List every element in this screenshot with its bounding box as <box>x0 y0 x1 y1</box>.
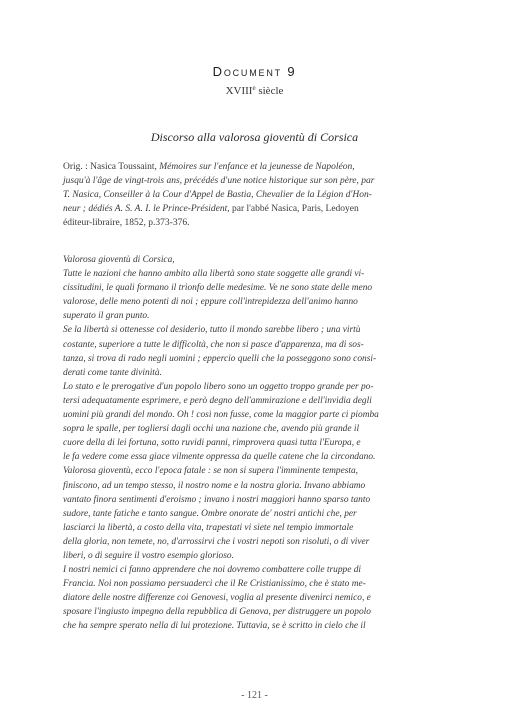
body-line: tanza, si trova di rado negli uomini ; eppercio quelli che la posseggono sono consi- <box>63 353 377 364</box>
source-text-run: T. Nasica, Conseiller à la Cour d'Appel de Bastia, Chevalier de la Légion d'Hon- <box>63 190 372 200</box>
body-line: uomini più grandi del mondo. Oh ! così non fusse, come la maggior parte ci piomba <box>63 410 379 421</box>
body-line: valorose, delle meno potenti di noi ; eppure coll'intrepidezza dell'animo hanno <box>63 297 358 308</box>
body-line: Se la libertà si ottenesse col desiderio, tutto il mondo sarebbe libero ; una virtù <box>63 325 361 336</box>
body-line: Lo stato e le prerogative d'un popolo libero sono un oggetto troppo grande per po- <box>63 381 374 392</box>
body-line: vantato finora sentimenti d'eroismo ; invano i nostri maggiori hanno sparso tanto <box>63 494 371 505</box>
body-line: Valorosa gioventù, ecco l'epoca fatale : se non si supera l'imminente tempesta, <box>63 466 359 477</box>
century-word: siècle <box>258 85 284 97</box>
century-subtitle <box>0 84 509 97</box>
page-number: - 121 - <box>241 690 268 701</box>
source-line <box>63 160 453 174</box>
body-line: I nostri nemici ci fanno apprendere che noi dovremo combattere colle truppe di <box>63 565 362 576</box>
body-line: liberi, o di seguire il vostro esempio glorioso. <box>63 550 234 561</box>
body-line: sposare l'ingiusto impegno della repubblica di Genova, per distruggere un popolo <box>63 607 371 618</box>
body-line: finiscono, ad un tempo stesso, il nostro nome e la nostra gloria. Invano abbiamo <box>63 480 366 491</box>
source-line <box>63 216 453 230</box>
body-line: sopra le spalle, per togliersi dagli occhi una nazione che, avendo più grande il <box>63 424 360 435</box>
document-heading: Document 9 <box>212 64 297 79</box>
source-text-run: Mémoires sur l'enfance et la jeunesse de Napoléon, <box>159 162 355 172</box>
source-line <box>63 188 453 202</box>
body-line: diatore delle nostre differenze coi Genovesi, voglia al presente divenirci nemico, e <box>63 593 371 604</box>
body-line: che ha sempre sperato nella di lui protezione. Tuttavia, se è scritto in cielo che il <box>63 621 366 632</box>
body-line: cissitudini, le quali formano il trionfo delle medesime. Ve ne sono state delle meno <box>63 283 373 294</box>
body-line: Valorosa gioventù di Corsica, <box>63 255 175 265</box>
source-text-run: neur ; dédiés A. S. A. I. le Prince-Président, <box>63 204 230 214</box>
body-line: lasciarci la libertà, a costo della vita, trapestati vi siete nel tempio immortale <box>63 522 354 533</box>
source-text-run: éditeur-libraire, 1852, p.373-376. <box>63 218 190 228</box>
source-reference <box>63 160 453 230</box>
speech-title: Discorso alla valorosa gioventù di Corsica <box>150 130 359 144</box>
body-line: le fa vedere come essa giace vilmente oppressa da quelle catene che la circondano. <box>63 452 376 463</box>
source-text-run: par l'abbé Nasica, Paris, Ledoyen <box>229 204 359 214</box>
source-line <box>63 174 453 188</box>
body-line: Tutte le nazioni che hanno ambito alla libertà sono state soggette alle grandi vi- <box>63 269 365 280</box>
body-line: tersi adequatamente esprimere, e però degno dell'ammirazione e dell'invidia degli <box>63 395 372 406</box>
body-line: costante, superiore a tutte le difficoltà, che non si pasce d'apparenza, ma di sos- <box>63 339 364 350</box>
body-line: della gloria, non temete, no, d'arrossirvi che i vostri nepoti son risoluti, o di viver <box>63 536 370 547</box>
source-text-run: jusqu'à l'âge de vingt-trois ans, précédés d'une notice historique sur son père, par <box>63 176 375 186</box>
century-superscript: e <box>252 84 256 92</box>
body-line: derati come tante divinità. <box>63 367 162 378</box>
body-line: superato il gran punto. <box>63 311 150 322</box>
source-line <box>63 202 453 216</box>
source-text-run: Orig. : Nasica Toussaint, <box>63 162 160 172</box>
speech-body <box>63 253 458 634</box>
body-line: cuore della di lei fortuna, sotto ruvidi panni, rimprovera quasi tutta l'Europa, e <box>63 438 361 449</box>
body-line: Francia. Noi non possiamo persuaderci che il Re Cristianissimo, che è stato me- <box>63 579 366 590</box>
body-line: sudore, tante fatiche e tanto sangue. Ombre onorate de' nostri antichi che, per <box>63 508 357 519</box>
century-roman: XVIII <box>225 85 253 97</box>
